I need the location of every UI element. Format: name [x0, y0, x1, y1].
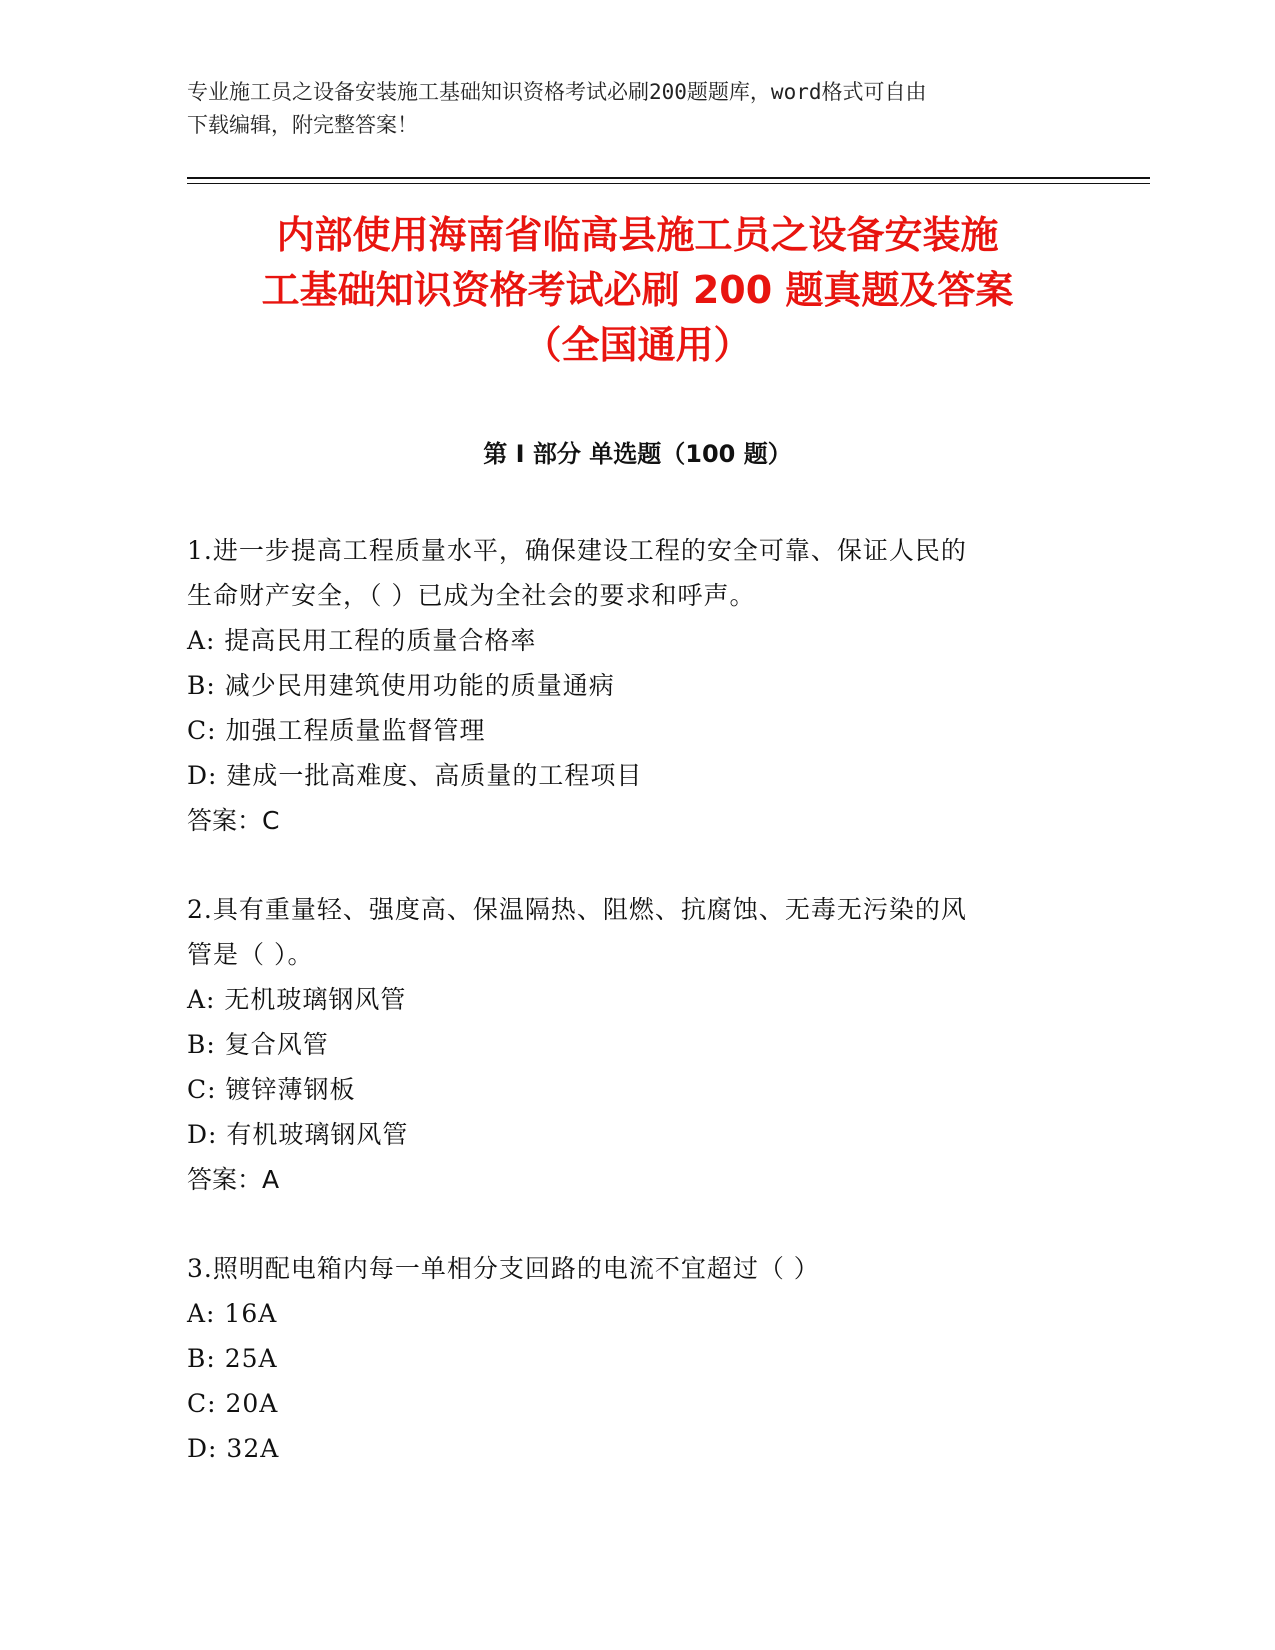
answer-line: 答案：A — [187, 1165, 280, 1194]
option-a: A: 16A — [187, 1299, 278, 1328]
header-note-line-2: 下载编辑，附完整答案！ — [187, 113, 418, 137]
option-c: C: 20A — [187, 1389, 279, 1418]
option-a: A: 无机玻璃钢风管 — [187, 985, 407, 1014]
question-stem-line: 管是（ ）。 — [187, 940, 314, 969]
question-2 — [187, 887, 1067, 1202]
question-3 — [187, 1246, 1067, 1471]
document-title-line-3: （全国通用） — [523, 323, 752, 367]
question-stem-line: 3.照明配电箱内每一单相分支回路的电流不宜超过（ ） — [187, 1254, 820, 1283]
question-stem-line: 1.进一步提高工程质量水平，确保建设工程的安全可靠、保证人民的 — [187, 536, 967, 565]
header-note — [187, 76, 1087, 142]
option-a: A: 提高民用工程的质量合格率 — [187, 626, 537, 655]
option-d: D: 有机玻璃钢风管 — [187, 1120, 409, 1149]
option-b: B: 减少民用建筑使用功能的质量通病 — [187, 671, 615, 700]
section-title: 第 I 部分 单选题（100 题） — [483, 440, 792, 468]
header-note-line-1: 专业施工员之设备安装施工基础知识资格考试必刷200题题库，word格式可自由 — [187, 80, 927, 104]
document-title — [150, 208, 1125, 373]
answer-line: 答案：C — [187, 806, 280, 835]
question-stem-line: 生命财产安全，（ ）已成为全社会的要求和呼声。 — [187, 581, 756, 610]
option-c: C: 镀锌薄钢板 — [187, 1075, 356, 1104]
option-b: B: 复合风管 — [187, 1030, 329, 1059]
question-list — [187, 528, 1067, 1515]
header-divider-thin — [187, 183, 1150, 184]
option-c: C: 加强工程质量监督管理 — [187, 716, 486, 745]
document-title-line-1: 内部使用海南省临高县施工员之设备安装施 — [276, 213, 999, 257]
question-1 — [187, 528, 1067, 843]
option-b: B: 25A — [187, 1344, 278, 1373]
option-d: D: 建成一批高难度、高质量的工程项目 — [187, 761, 643, 790]
header-divider-thick — [187, 177, 1150, 179]
option-d: D: 32A — [187, 1434, 280, 1463]
document-title-line-2: 工基础知识资格考试必刷 200 题真题及答案 — [261, 268, 1014, 312]
question-stem-line: 2.具有重量轻、强度高、保温隔热、阻燃、抗腐蚀、无毒无污染的风 — [187, 895, 967, 924]
